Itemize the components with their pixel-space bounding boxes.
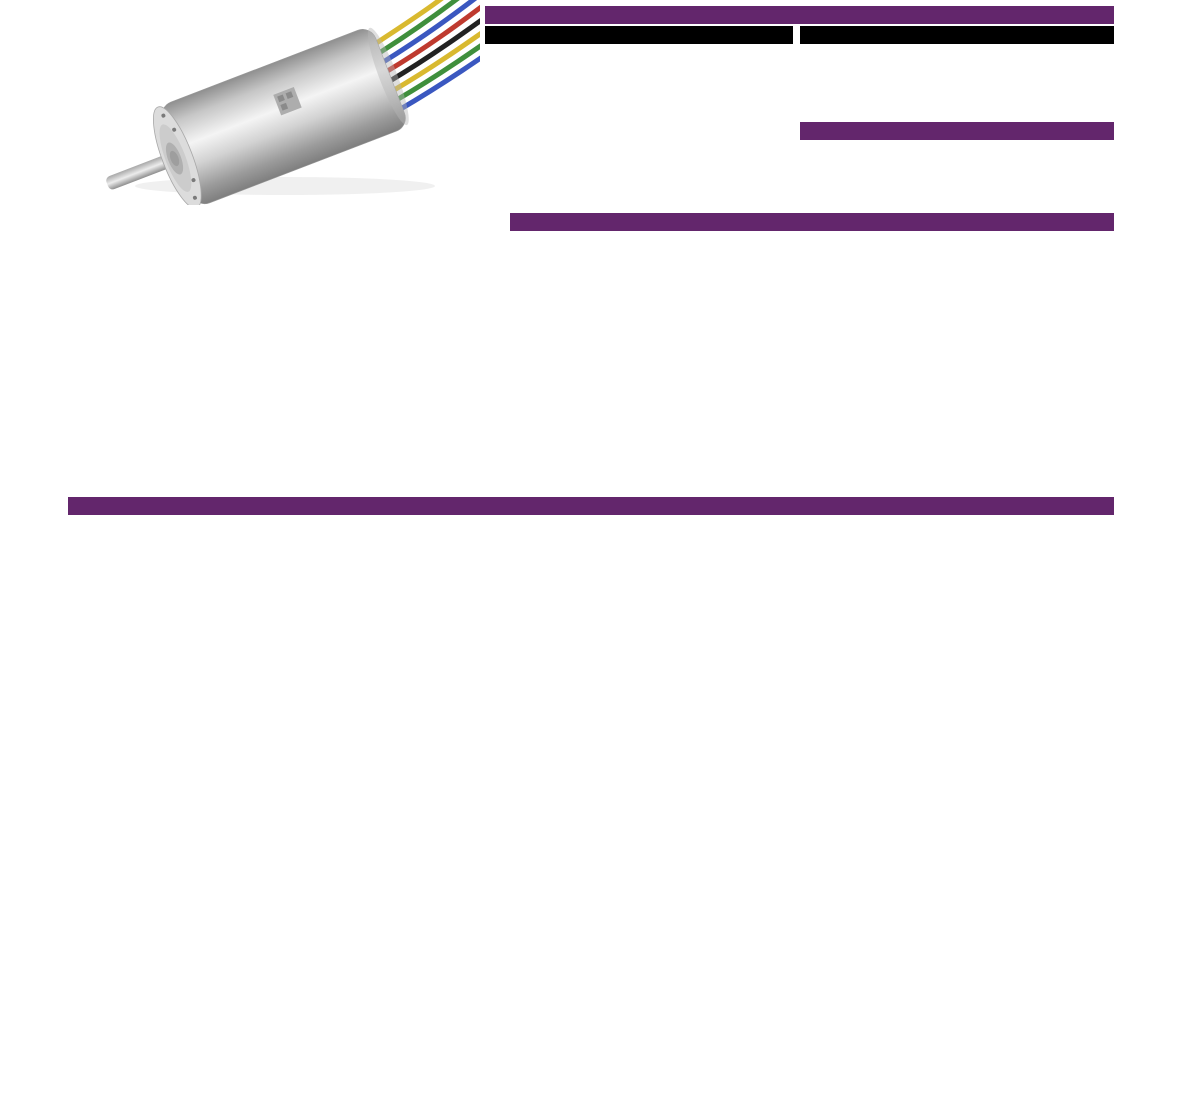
connection-a-header [485, 26, 793, 44]
configuration-text [68, 515, 1114, 524]
connection-a-table [485, 26, 793, 44]
operating-curve-chart [510, 231, 1114, 493]
motor-photo [95, 0, 480, 205]
connection-b-table [800, 26, 1114, 44]
specifications-header [800, 122, 1114, 140]
main-data-table [68, 210, 1114, 524]
operating-curve-header [510, 213, 1114, 231]
motor-illustration [95, 0, 480, 205]
thermal-mechanical-table [68, 213, 502, 493]
connection-b-header [800, 26, 1114, 44]
connection-section-header [485, 6, 1114, 24]
configuration-header [68, 497, 1114, 515]
specifications-table [800, 122, 1114, 140]
